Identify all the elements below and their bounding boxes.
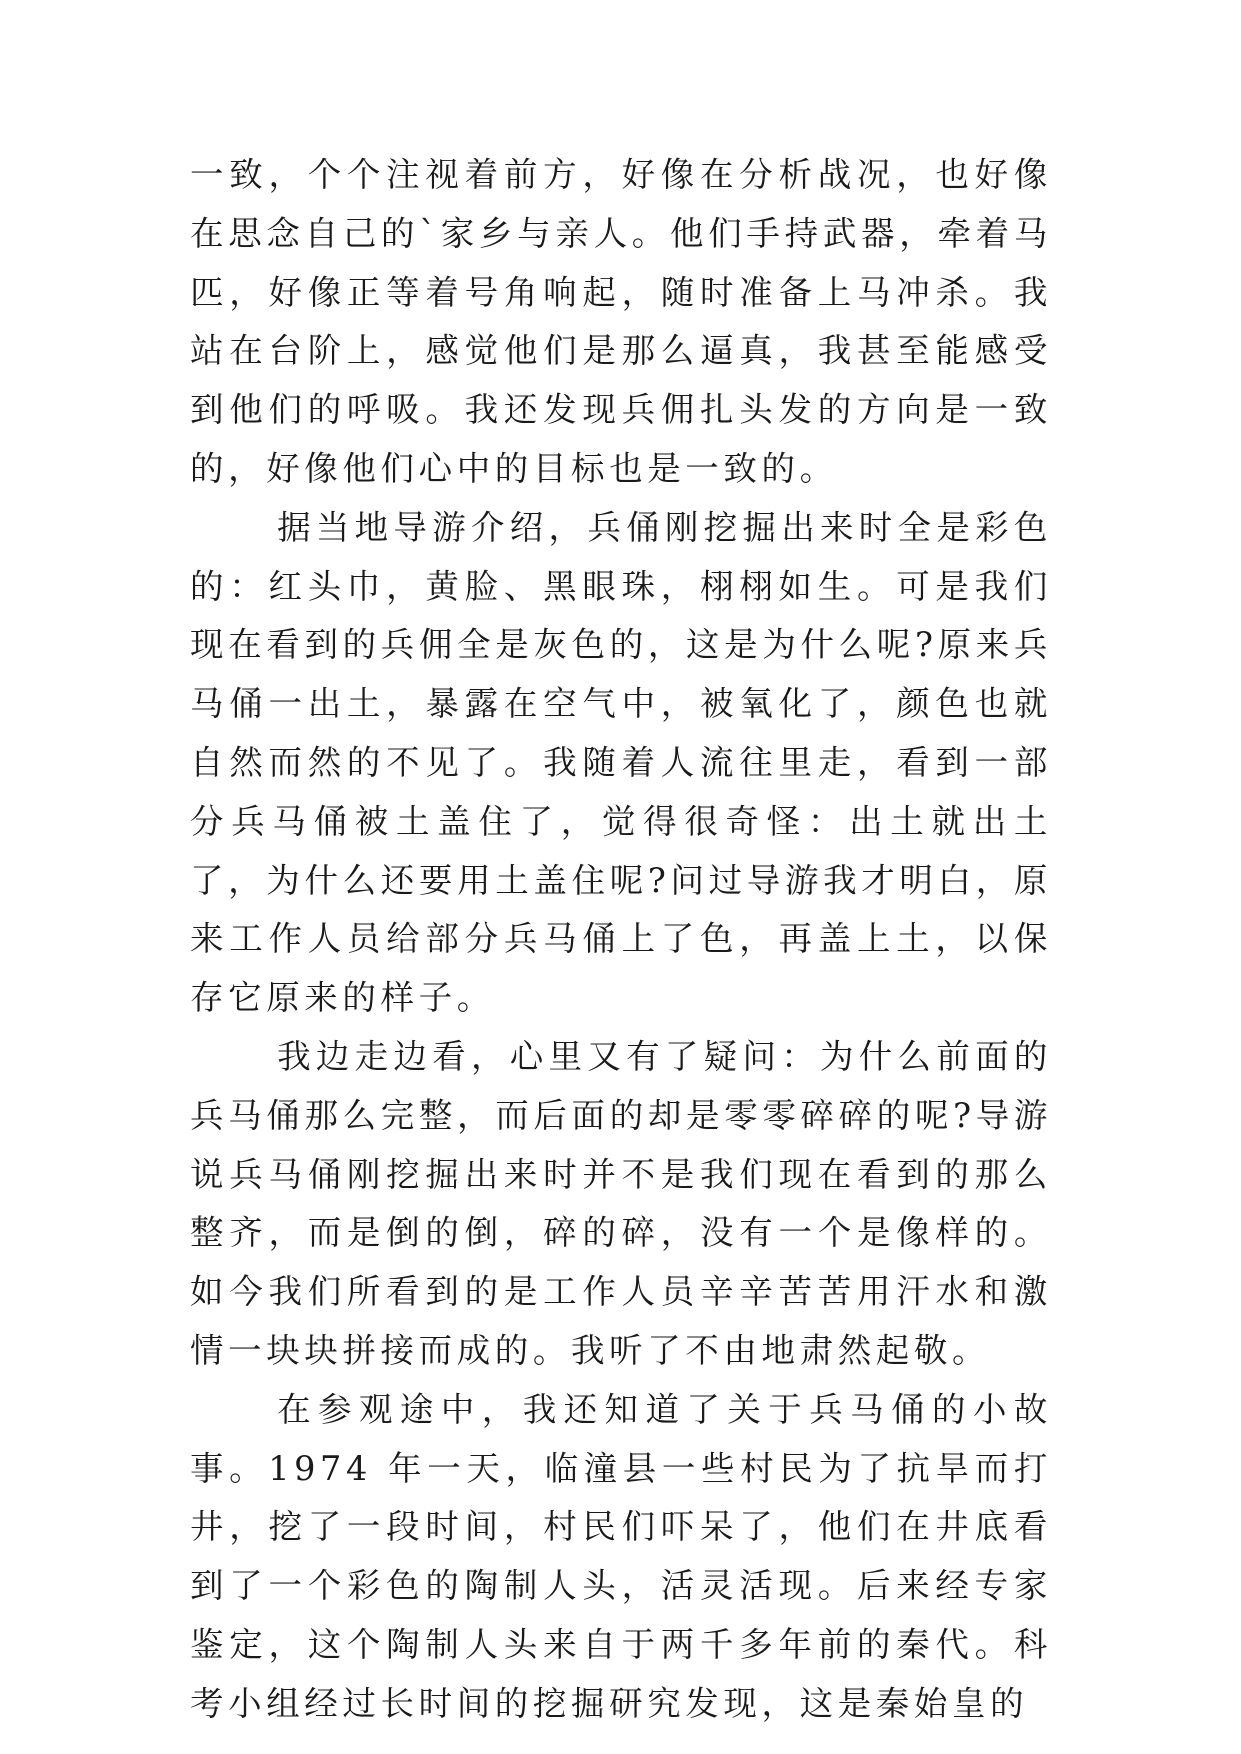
paragraph-1: 一致，个个注视着前方，好像在分析战况，也好像在思念自己的`家乡与亲人。他们手持武器，牵着马匹，好像正等着号角响起，随时准备上马冲杀。我站在台阶上，感觉他们是那么逼真，我甚至能感受到他们的呼吸。我还发现兵佣扎头发的方向是一致的，好像他们心中的目标也是一致的。	[190, 155, 1052, 488]
paragraph-3: 我边走边看，心里又有了疑问：为什么前面的兵马俑那么完整，而后面的却是零零碎碎的呢?导游说兵马俑刚挖掘出来时并不是我们现在看到的那么整齐，而是倒的倒，碎的碎，没有一个是像样的。如今我们所看到的是工作人员辛辛苦苦用汗水和激情一块块拼接而成的。我听了不由地肃然起敬。	[190, 1036, 1052, 1370]
document-body	[190, 146, 1052, 1734]
paragraph-4: 在参观途中，我还知道了关于兵马俑的小故事。1974 年一天，临潼县一些村民为了抗旱而打井，挖了一段时间，村民们吓呆了，他们在井底看到了一个彩色的陶制人头，活灵活现。后来经专家鉴定，这个陶制人头来自于两千多年前的秦代。科考小组经过长时间的挖掘研究发现，这是秦始皇的	[190, 1389, 1052, 1723]
paragraph-2: 据当地导游介绍，兵俑刚挖掘出来时全是彩色的：红头巾，黄脸、黑眼珠，栩栩如生。可是我们现在看到的兵佣全是灰色的，这是为什么呢?原来兵马俑一出土，暴露在空气中，被氧化了，颜色也就自然而然的不见了。我随着人流往里走，看到一部分兵马俑被土盖住了，觉得很奇怪：出土就出土了，为什么还要用土盖住呢?问过导游我才明白，原来工作人员给部分兵马俑上了色，再盖上土，以保存它原来的样子。	[190, 507, 1052, 1018]
